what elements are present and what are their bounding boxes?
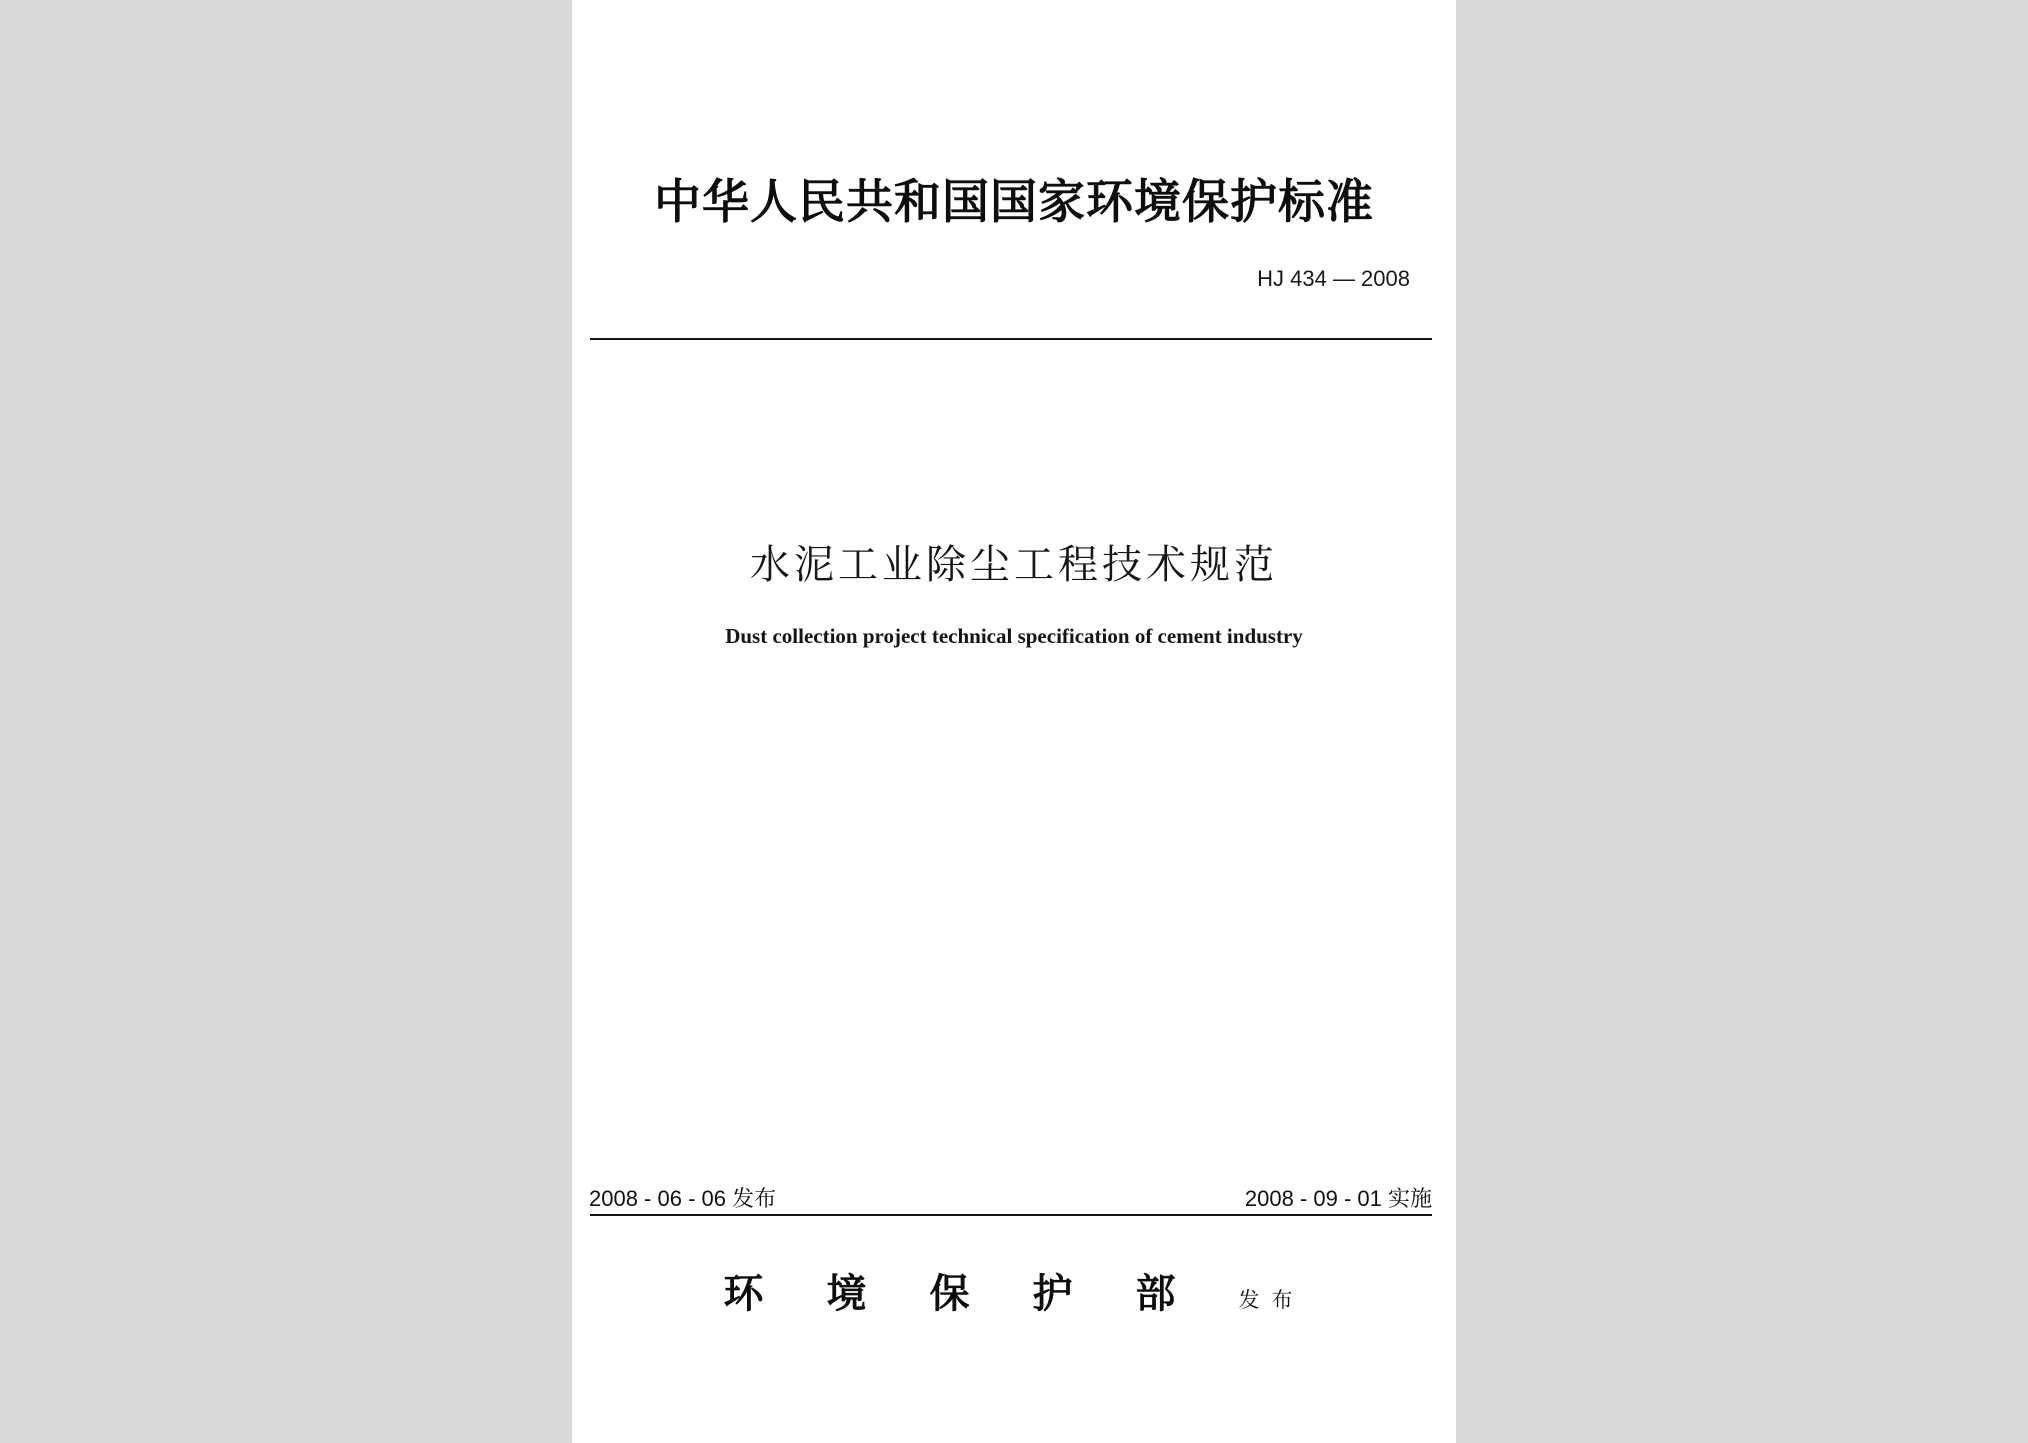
top-divider bbox=[590, 338, 1432, 340]
publisher-suffix: 发布 bbox=[1238, 1288, 1305, 1312]
bottom-divider bbox=[590, 1214, 1432, 1216]
publisher-name: 环境保护部 bbox=[723, 1270, 1239, 1317]
standard-code: HJ 434 — 2008 bbox=[1257, 266, 1410, 291]
effective-date: 2008 - 09 - 01 实施 bbox=[1244, 1186, 1432, 1211]
document-cover-page bbox=[572, 0, 1456, 1443]
document-title-english: Dust collection project technical specification of cement industry bbox=[725, 624, 1303, 648]
document-title-chinese: 水泥工业除尘工程技术规范 bbox=[750, 542, 1278, 588]
publisher-line bbox=[572, 1262, 1456, 1319]
issue-date: 2008 - 06 - 06 发布 bbox=[589, 1186, 777, 1211]
standard-series-title: 中华人民共和国国家环境保护标准 bbox=[654, 175, 1374, 230]
